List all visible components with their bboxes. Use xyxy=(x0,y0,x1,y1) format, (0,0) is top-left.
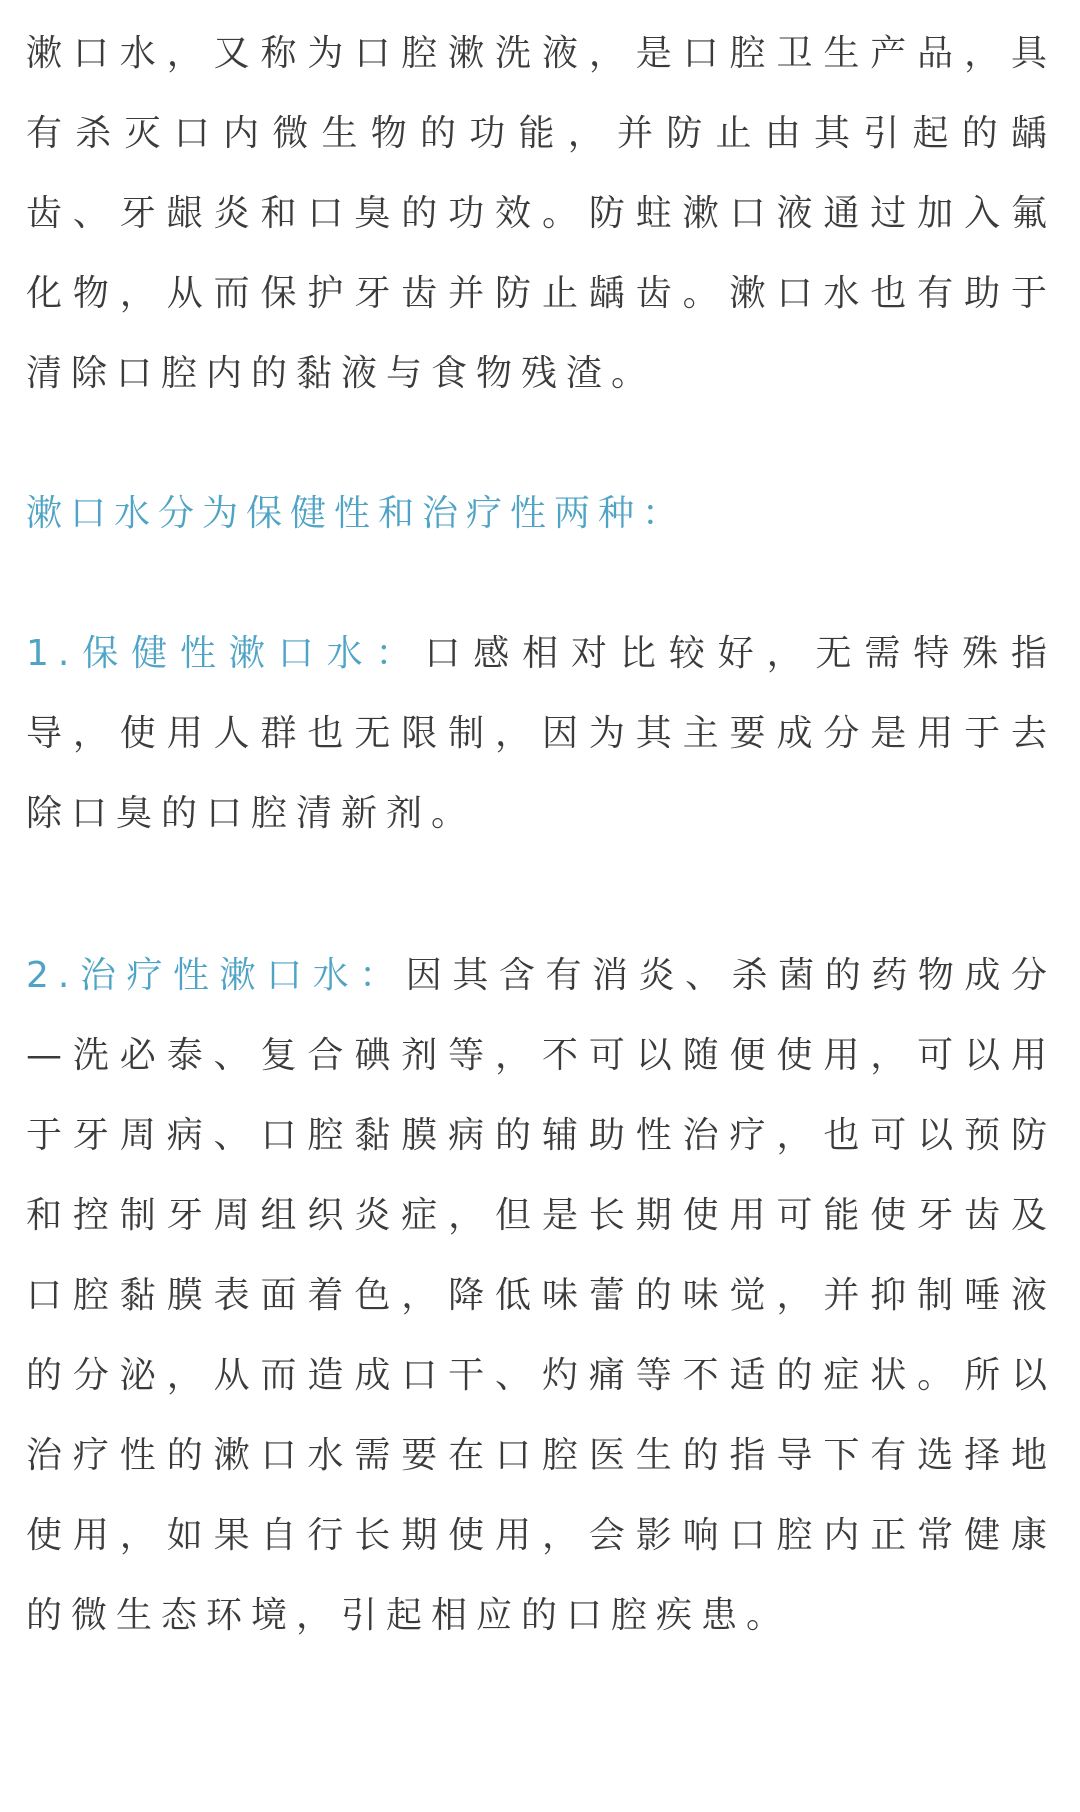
health-mouthwash-label: 1.保健性漱口水： xyxy=(26,633,425,674)
intro-paragraph: 漱口水，又称为口腔漱洗液，是口腔卫生产品，具有杀灭口内微生物的功能，并防止由其引起的龋齿、牙龈炎和口臭的功效。防蛀漱口液通过加入氟化物，从而保护牙齿并防止龋齿。漱口水也有助于清除口腔内的黏液与食物残渣。 xyxy=(26,33,1056,394)
health-mouthwash-text: 口感相对比较好，无需特殊指导，使用人群也无限制，因为其主要成分是用于去除口臭的口腔清新剂。 xyxy=(26,633,1056,834)
therapeutic-mouthwash-text: 因其含有消炎、杀菌的药物成分—洗必泰、复合碘剂等，不可以随便使用，可以用于牙周病、口腔黏膜病的辅助性治疗，也可以预防和控制牙周组织炎症，但是长期使用可能使牙齿及口腔黏膜表面着色，降低味蕾的味觉，并抑制唾液的分泌，从而造成口干、灼痛等不适的症状。所以治疗性的漱口水需要在口腔医生的指导下有选择地使用，如果自行长期使用，会影响口腔内正常健康的微生态环境，引起相应的口腔疾患。 xyxy=(26,955,1056,1636)
spacer xyxy=(26,554,1056,614)
therapeutic-mouthwash-paragraph xyxy=(26,936,1056,1656)
spacer xyxy=(26,854,1056,936)
therapeutic-mouthwash-label: 2.治疗性漱口水： xyxy=(26,955,406,996)
health-mouthwash-paragraph xyxy=(26,614,1056,854)
article-body xyxy=(26,14,1056,1656)
types-heading: 漱口水分为保健性和治疗性两种： xyxy=(26,493,687,534)
spacer xyxy=(26,414,1056,474)
